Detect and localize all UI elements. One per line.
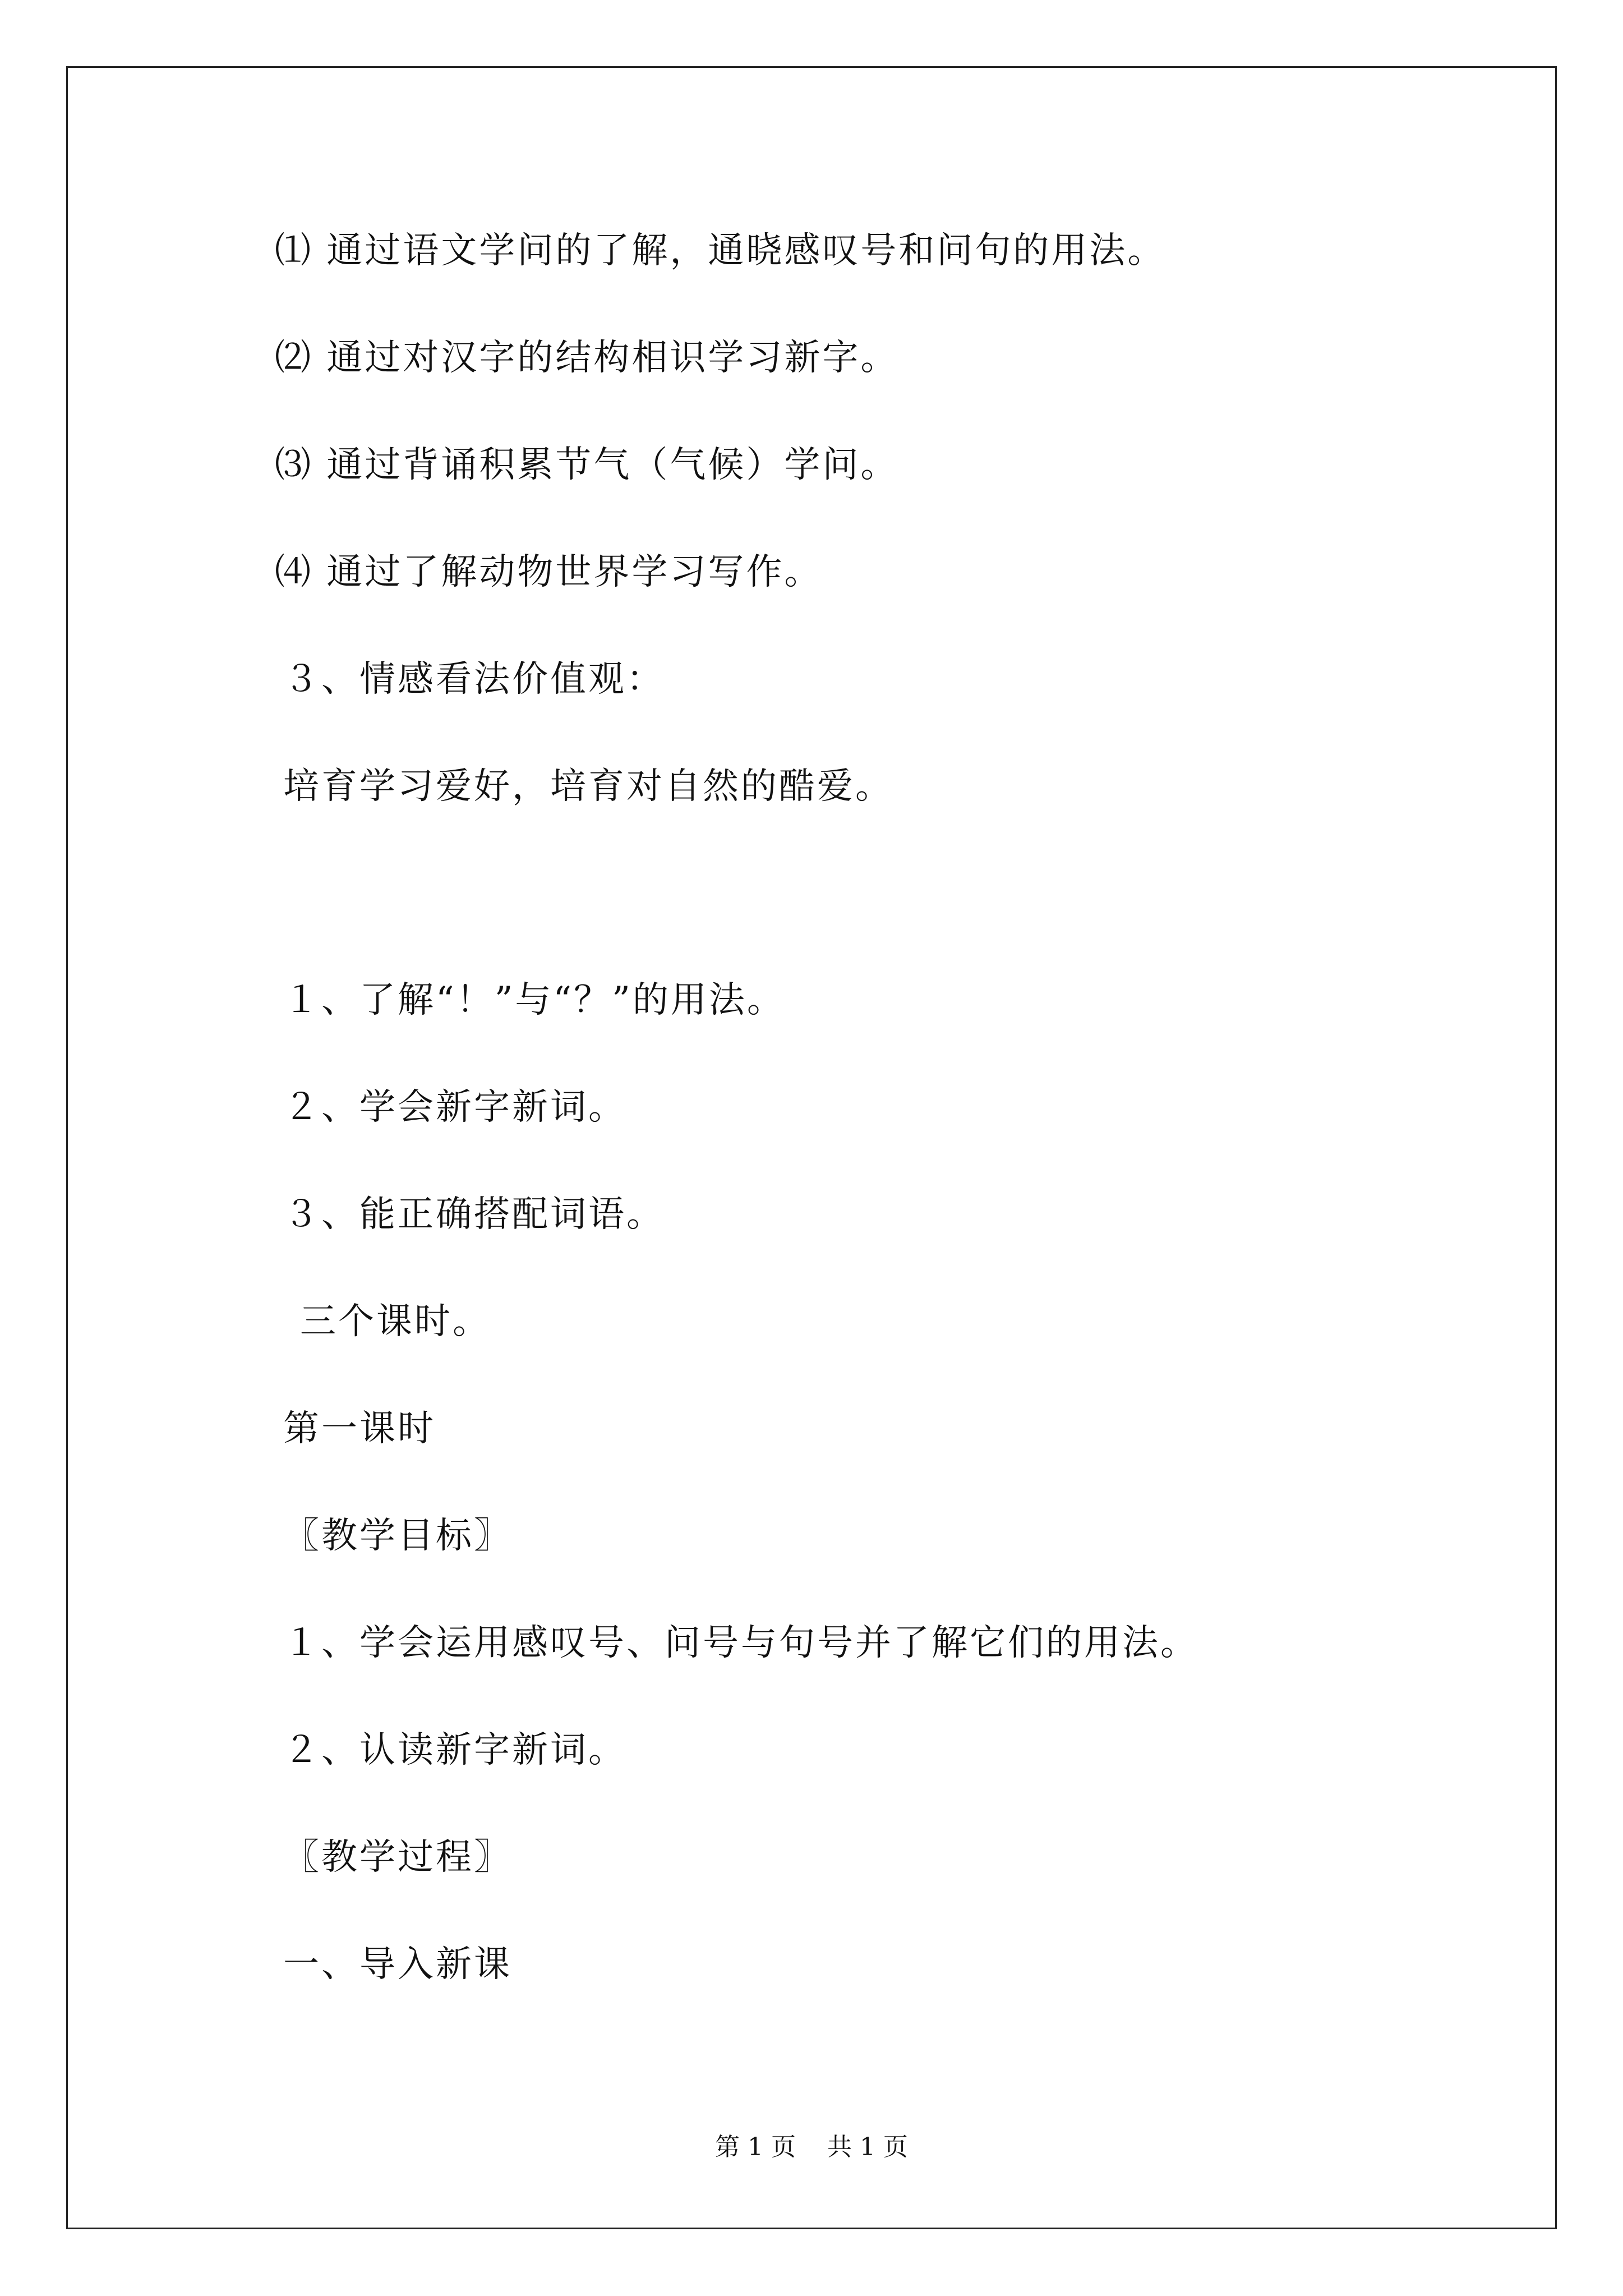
objective-line-3: ⑶ 通过背诵积累节气（气候）学问。 <box>275 444 899 486</box>
objective-line-4: ⑷ 通过了解动物世界学习写作。 <box>275 551 823 593</box>
teaching-goal-1: １、学会运用感叹号、问号与句号并了解它们的用法。 <box>283 1622 1198 1664</box>
section-heading-values: ３、情感看法价值观： <box>283 659 665 700</box>
page-border <box>66 66 1557 2229</box>
values-text: 培育学习爱好，培育对自然的酷爱。 <box>283 766 893 807</box>
teaching-goals-heading: 〖教学目标〗 <box>283 1515 512 1557</box>
key-point-3: ３、能正确搭配词语。 <box>283 1194 665 1235</box>
key-point-1: １、了解“！”与“？”的用法。 <box>283 979 785 1021</box>
objective-line-1: ⑴ 通过语文学问的了解，通晓感叹号和问句的用法。 <box>275 230 1166 272</box>
lesson-count: 三个课时。 <box>300 1301 491 1342</box>
teaching-process-heading: 〖教学过程〗 <box>283 1837 512 1878</box>
process-step-1: 一、导入新课 <box>283 1944 512 1985</box>
objective-line-2: ⑵ 通过对汉字的结构相识学习新字。 <box>275 337 899 379</box>
key-point-2: ２、学会新字新词。 <box>283 1087 626 1128</box>
lesson-title: 第一课时 <box>283 1408 436 1450</box>
page-number-footer: 第 1 页 共 1 页 <box>715 2133 908 2161</box>
teaching-goal-2: ２、认读新字新词。 <box>283 1729 626 1771</box>
